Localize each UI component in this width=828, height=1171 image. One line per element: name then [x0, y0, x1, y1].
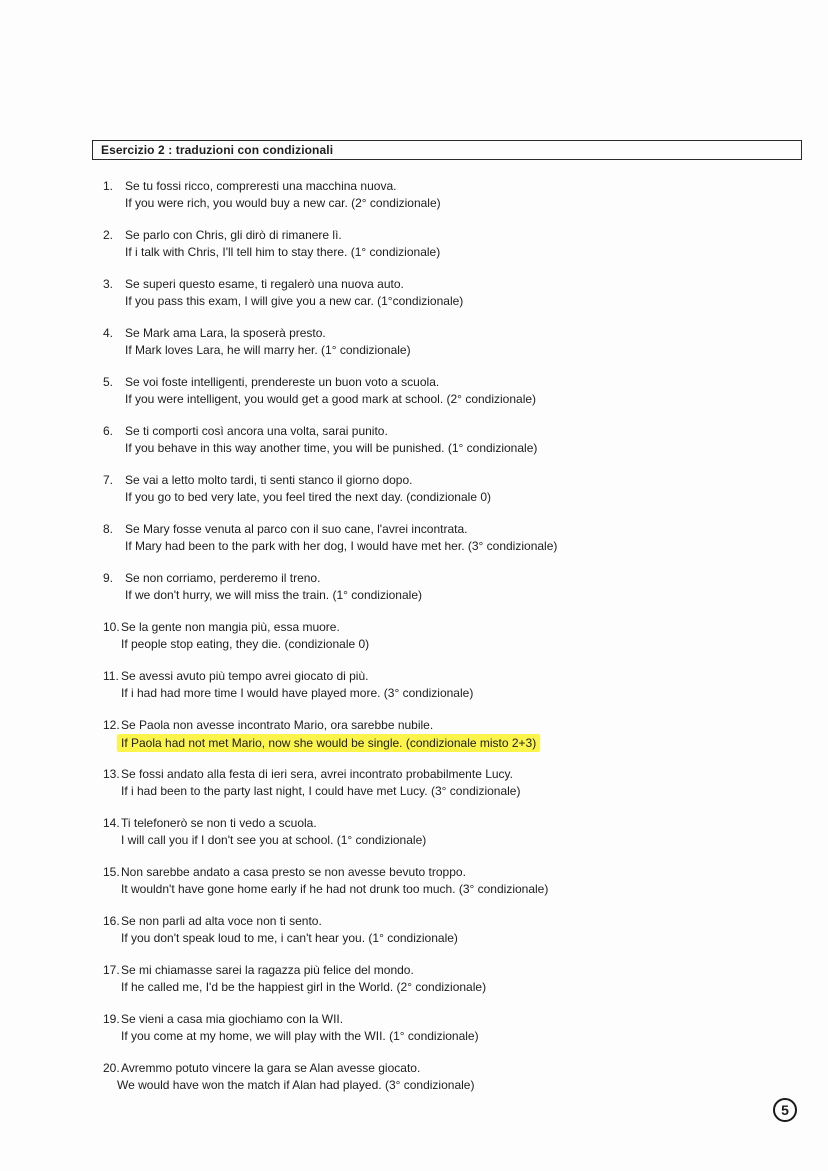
- english-translation: We would have won the match if Alan had played. (3° condizionale): [117, 1078, 475, 1092]
- english-translation: If you were intelligent, you would get a good mark at school. (2° condizionale): [125, 392, 537, 406]
- list-item: [0, 570, 828, 619]
- item-number: 20.: [103, 1061, 120, 1075]
- item-number: 9.: [103, 571, 114, 585]
- item-number: 6.: [103, 424, 114, 438]
- item-number: 12.: [103, 718, 120, 732]
- exercise-title: Esercizio 2 : traduzioni con condizionali: [101, 143, 334, 157]
- english-translation: If Mark loves Lara, he will marry her. (1° condizionale): [125, 343, 411, 357]
- italian-sentence: Se vai a letto molto tardi, ti senti stanco il giorno dopo.: [125, 473, 413, 487]
- item-number: 16.: [103, 914, 120, 928]
- item-number: 1.: [103, 179, 114, 193]
- italian-sentence: Se Paola non avesse incontrato Mario, ora sarebbe nubile.: [121, 718, 434, 732]
- list-item: [0, 178, 828, 227]
- english-translation: If you go to bed very late, you feel tired the next day. (condizionale 0): [125, 490, 491, 504]
- item-number: 19.: [103, 1012, 120, 1026]
- italian-sentence: Se non corriamo, perderemo il treno.: [125, 571, 321, 585]
- list-item: [0, 668, 828, 717]
- list-item: [0, 423, 828, 472]
- english-translation: If i had had more time I would have played more. (3° condizionale): [121, 686, 474, 700]
- english-translation: If he called me, I'd be the happiest girl in the World. (2° condizionale): [121, 980, 487, 994]
- item-number: 3.: [103, 277, 114, 291]
- english-translation: It wouldn't have gone home early if he had not drunk too much. (3° condizionale): [121, 882, 549, 896]
- italian-sentence: Se tu fossi ricco, compreresti una macchina nuova.: [125, 179, 397, 193]
- italian-sentence: Se ti comporti così ancora una volta, sarai punito.: [125, 424, 388, 438]
- item-number: 8.: [103, 522, 114, 536]
- italian-sentence: Se avessi avuto più tempo avrei giocato di più.: [121, 669, 369, 683]
- italian-sentence: Se voi foste intelligenti, prendereste un buon voto a scuola.: [125, 375, 440, 389]
- list-item: [0, 374, 828, 423]
- list-item: [0, 766, 828, 815]
- item-number: 11.: [103, 669, 119, 683]
- english-translation: If you come at my home, we will play with the WII. (1° condizionale): [121, 1029, 479, 1043]
- item-number: 7.: [103, 473, 114, 487]
- english-translation: If you don't speak loud to me, i can't hear you. (1° condizionale): [121, 931, 458, 945]
- list-item: [0, 227, 828, 276]
- italian-sentence: Se parlo con Chris, gli dirò di rimanere lì.: [125, 228, 342, 242]
- list-item: [0, 717, 828, 766]
- italian-sentence: Se fossi andato alla festa di ieri sera, avrei incontrato probabilmente Lucy.: [121, 767, 513, 781]
- list-item: [0, 815, 828, 864]
- english-translation: If we don't hurry, we will miss the train. (1° condizionale): [125, 588, 422, 602]
- list-item: [0, 1060, 828, 1109]
- list-item: [0, 962, 828, 1011]
- list-item: [0, 472, 828, 521]
- italian-sentence: Se la gente non mangia più, essa muore.: [121, 620, 340, 634]
- item-number: 13.: [103, 767, 120, 781]
- list-item: [0, 521, 828, 570]
- list-item: [0, 325, 828, 374]
- english-translation: I will call you if I don't see you at school. (1° condizionale): [121, 833, 427, 847]
- italian-sentence: Ti telefonerò se non ti vedo a scuola.: [121, 816, 317, 830]
- page-number-badge: 5: [773, 1098, 797, 1122]
- list-item: [0, 619, 828, 668]
- item-number: 10.: [103, 620, 120, 634]
- english-translation: If Mary had been to the park with her dog, I would have met her. (3° condizionale): [125, 539, 558, 553]
- italian-sentence: Avremmo potuto vincere la gara se Alan avesse giocato.: [121, 1061, 421, 1075]
- list-item: [0, 276, 828, 325]
- item-number: 14.: [103, 816, 120, 830]
- italian-sentence: Se non parli ad alta voce non ti sento.: [121, 914, 322, 928]
- english-translation: If i talk with Chris, I'll tell him to stay there. (1° condizionale): [125, 245, 441, 259]
- english-translation: If people stop eating, they die. (condizionale 0): [121, 637, 370, 651]
- item-number: 5.: [103, 375, 114, 389]
- list-item: [0, 864, 828, 913]
- item-number: 15.: [103, 865, 120, 879]
- item-number: 17.: [103, 963, 120, 977]
- english-translation: If you behave in this way another time, you will be punished. (1° condizionale): [125, 441, 538, 455]
- english-translation: If you pass this exam, I will give you a new car. (1°condizionale): [125, 294, 464, 308]
- english-translation: If you were rich, you would buy a new car. (2° condizionale): [125, 196, 441, 210]
- item-number: 4.: [103, 326, 114, 340]
- exercise-list: [0, 178, 828, 1109]
- exercise-header: [92, 140, 802, 160]
- italian-sentence: Se superi questo esame, ti regalerò una nuova auto.: [125, 277, 404, 291]
- italian-sentence: Se Mary fosse venuta al parco con il suo cane, l'avrei incontrata.: [125, 522, 468, 536]
- italian-sentence: Se mi chiamasse sarei la ragazza più felice del mondo.: [121, 963, 414, 977]
- italian-sentence: Non sarebbe andato a casa presto se non avesse bevuto troppo.: [121, 865, 466, 879]
- list-item: [0, 913, 828, 962]
- english-translation: If i had been to the party last night, I could have met Lucy. (3° condizionale): [121, 784, 521, 798]
- highlighted-translation: If Paola had not met Mario, now she would be single. (condizionale misto 2+3): [117, 734, 540, 752]
- italian-sentence: Se vieni a casa mia giochiamo con la WII.: [121, 1012, 344, 1026]
- item-number: 2.: [103, 228, 114, 242]
- list-item: [0, 1011, 828, 1060]
- italian-sentence: Se Mark ama Lara, la sposerà presto.: [125, 326, 326, 340]
